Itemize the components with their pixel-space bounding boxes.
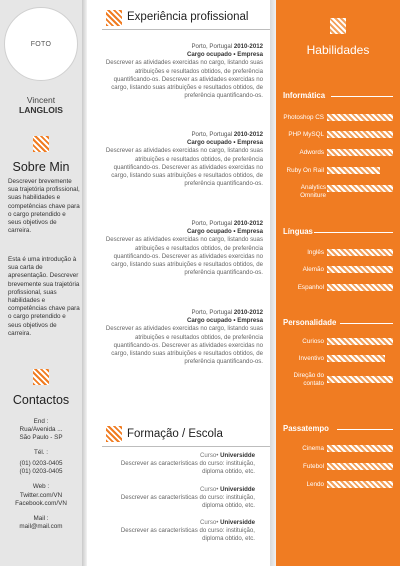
- skill-bar: [327, 167, 393, 174]
- exp-location: Porto, Portugal: [191, 131, 233, 138]
- exp-location: Porto, Portugal: [191, 220, 233, 227]
- phone-1: (01) 0203-0405: [19, 460, 63, 467]
- skill-label: Direção do contato: [293, 372, 324, 387]
- exp-company: Empresa: [237, 317, 263, 325]
- mail-link[interactable]: mail@mail.com: [19, 523, 63, 530]
- skill-label: Lendo: [306, 481, 324, 488]
- exp-role: Cargo ocupado: [187, 228, 232, 236]
- section-divider: [337, 429, 393, 430]
- exp-company: Empresa: [237, 228, 263, 236]
- section-divider: [331, 96, 393, 97]
- edu-school: Universidde: [220, 452, 255, 459]
- about-title: Sobre Min: [12, 160, 70, 174]
- title-divider: [102, 29, 270, 30]
- about-paragraph-2: Esta é uma introdução à sua carta de apresentação. Descrever brevemente sua trajetória profissional, suas habilidades e competências chave para o cargo pretendido e seus objetivos de carreira.: [8, 256, 80, 337]
- skill-label: Adwords: [299, 149, 324, 156]
- left-sidebar-shadow: [82, 0, 87, 566]
- edu-description: Descrever as características do curso: instituição, diploma obtido, etc.: [120, 494, 255, 510]
- bullet-icon: •: [216, 452, 219, 459]
- web-label: Web :: [32, 483, 50, 490]
- skills-title: Habilidades: [306, 43, 370, 57]
- skill-label: Cinema: [302, 445, 324, 452]
- experience-item: [100, 220, 263, 277]
- passatempo-title: Passatempo: [283, 424, 329, 433]
- skill-label: Photoshop CS: [283, 114, 324, 121]
- phone-label: Tél. :: [34, 449, 48, 456]
- edu-description: Descrever as características do curso: instituição, diploma obtido, etc.: [120, 460, 255, 476]
- skill-label: Ruby On Rail: [286, 167, 324, 174]
- skill-bar: [327, 266, 393, 273]
- exp-years: 2010-2012: [233, 220, 263, 227]
- skill-label: Futebol: [302, 463, 324, 470]
- exp-years: 2010-2012: [233, 309, 263, 316]
- exp-description: Descrever as atividades exercidas no cargo, listando suas atribuições e resultados obtidos, de preferência quantificando-os. Descrever as atividades exercidas no cargo, listando suas atribuições e resultados obtidos, de preferência quantificando-os.: [105, 325, 263, 366]
- exp-role: Cargo ocupado: [187, 139, 232, 147]
- mail-label: Mail :: [33, 515, 49, 522]
- skill-label: Inventivo: [298, 355, 324, 362]
- exp-years: 2010-2012: [233, 131, 263, 138]
- exp-description: Descrever as atividades exercidas no cargo, listando suas atribuições e resultados obtidos, de preferência quantificando-os. Descrever as atividades exercidas no cargo, listando suas atribuições e resultados obtidos, de preferência quantificando-os.: [105, 147, 263, 188]
- exp-location: Porto, Portugal: [191, 309, 233, 316]
- last-name: LANGLOIS: [19, 105, 63, 115]
- informatica-title: Informática: [283, 91, 326, 100]
- striped-square-icon: [106, 10, 122, 26]
- title-divider: [102, 446, 270, 447]
- striped-square-icon: [33, 136, 49, 152]
- skill-bar: [327, 114, 393, 121]
- skill-label: PHP MySQL: [288, 131, 324, 138]
- experience-item: [100, 131, 263, 188]
- first-name: Vincent: [26, 95, 56, 105]
- education-item: [100, 452, 255, 477]
- exp-role: Cargo ocupado: [187, 51, 232, 59]
- education-item: [100, 519, 255, 544]
- exp-company: Empresa: [237, 139, 263, 147]
- exp-description: Descrever as atividades exercidas no cargo, listando suas atribuições e resultados obtidos, de preferência quantificando-os. Descrever as atividades exercidas no cargo, listando suas atribuições e resultados obtidos, de preferência quantificando-os.: [105, 236, 263, 277]
- about-paragraph-1: Descrever brevemente sua trajetória profissional, suas habilidades e competências chave para o cargo pretendido e seus objetivos de carreira.: [8, 178, 80, 235]
- experience-item: [100, 43, 263, 100]
- edu-school: Universidde: [220, 519, 255, 526]
- bullet-icon: •: [233, 139, 236, 147]
- address-line-2: São Paulo - SP: [19, 434, 63, 441]
- striped-square-icon: [330, 18, 346, 34]
- personalidade-title: Personalidade: [283, 318, 337, 327]
- exp-years: 2010-2012: [233, 43, 263, 50]
- exp-description: Descrever as atividades exercidas no cargo, listando suas atribuições e resultados obtidos, de preferência quantificando-os. Descrever as atividades exercidas no cargo, listando suas atribuições e resultados obtidos, de preferência quantificando-os.: [105, 59, 263, 100]
- experience-title: Experiência profissional: [127, 11, 249, 23]
- contacts-title: Contactos: [12, 393, 70, 407]
- exp-location: Porto, Portugal: [191, 43, 233, 50]
- linguas-title: Línguas: [283, 227, 313, 236]
- bullet-icon: •: [216, 486, 219, 493]
- exp-company: Empresa: [237, 51, 263, 59]
- bullet-icon: •: [233, 228, 236, 236]
- skill-bar: [327, 149, 393, 156]
- striped-square-icon: [33, 369, 49, 385]
- bullet-icon: •: [233, 51, 236, 59]
- skill-label: Inglês: [307, 249, 324, 256]
- twitter-link[interactable]: Twitter.com/VN: [19, 492, 63, 499]
- edu-course: Curso: [200, 486, 217, 493]
- skill-bar: [327, 185, 393, 192]
- edu-course: Curso: [200, 519, 217, 526]
- profile-photo-placeholder: [4, 7, 78, 81]
- skill-bar: [327, 338, 393, 345]
- exp-role: Cargo ocupado: [187, 317, 232, 325]
- skill-bar: [327, 131, 393, 138]
- edu-school: Universidde: [220, 486, 255, 493]
- section-divider: [314, 232, 393, 233]
- edu-course: Curso: [200, 452, 217, 459]
- skill-label: Curioso: [302, 338, 324, 345]
- photo-label: FOTO: [30, 40, 52, 48]
- skill-bar: [327, 463, 393, 470]
- phone-2: (01) 0203-0405: [19, 468, 63, 475]
- edu-description: Descrever as características do curso: instituição, diploma obtido, etc.: [120, 527, 255, 543]
- education-item: [100, 486, 255, 511]
- skill-bar: [327, 284, 393, 291]
- skill-label: Analytics Omniture: [300, 184, 326, 199]
- skill-bar: [327, 355, 393, 362]
- education-title: Formação / Escola: [127, 428, 223, 440]
- skill-bar: [327, 481, 393, 488]
- facebook-link[interactable]: Facebook.com/VN: [15, 500, 67, 507]
- skill-bar: [327, 376, 393, 383]
- skill-label: Alemão: [302, 266, 324, 273]
- skill-bar: [327, 445, 393, 452]
- skill-label: Espanhol: [297, 284, 324, 291]
- address-line-1: Rua/Avenida ...: [19, 426, 63, 433]
- address-label: End :: [33, 418, 49, 425]
- striped-square-icon: [106, 426, 122, 442]
- section-divider: [340, 323, 393, 324]
- skill-bar: [327, 249, 393, 256]
- bullet-icon: •: [233, 317, 236, 325]
- experience-item: [100, 309, 263, 366]
- bullet-icon: •: [216, 519, 219, 526]
